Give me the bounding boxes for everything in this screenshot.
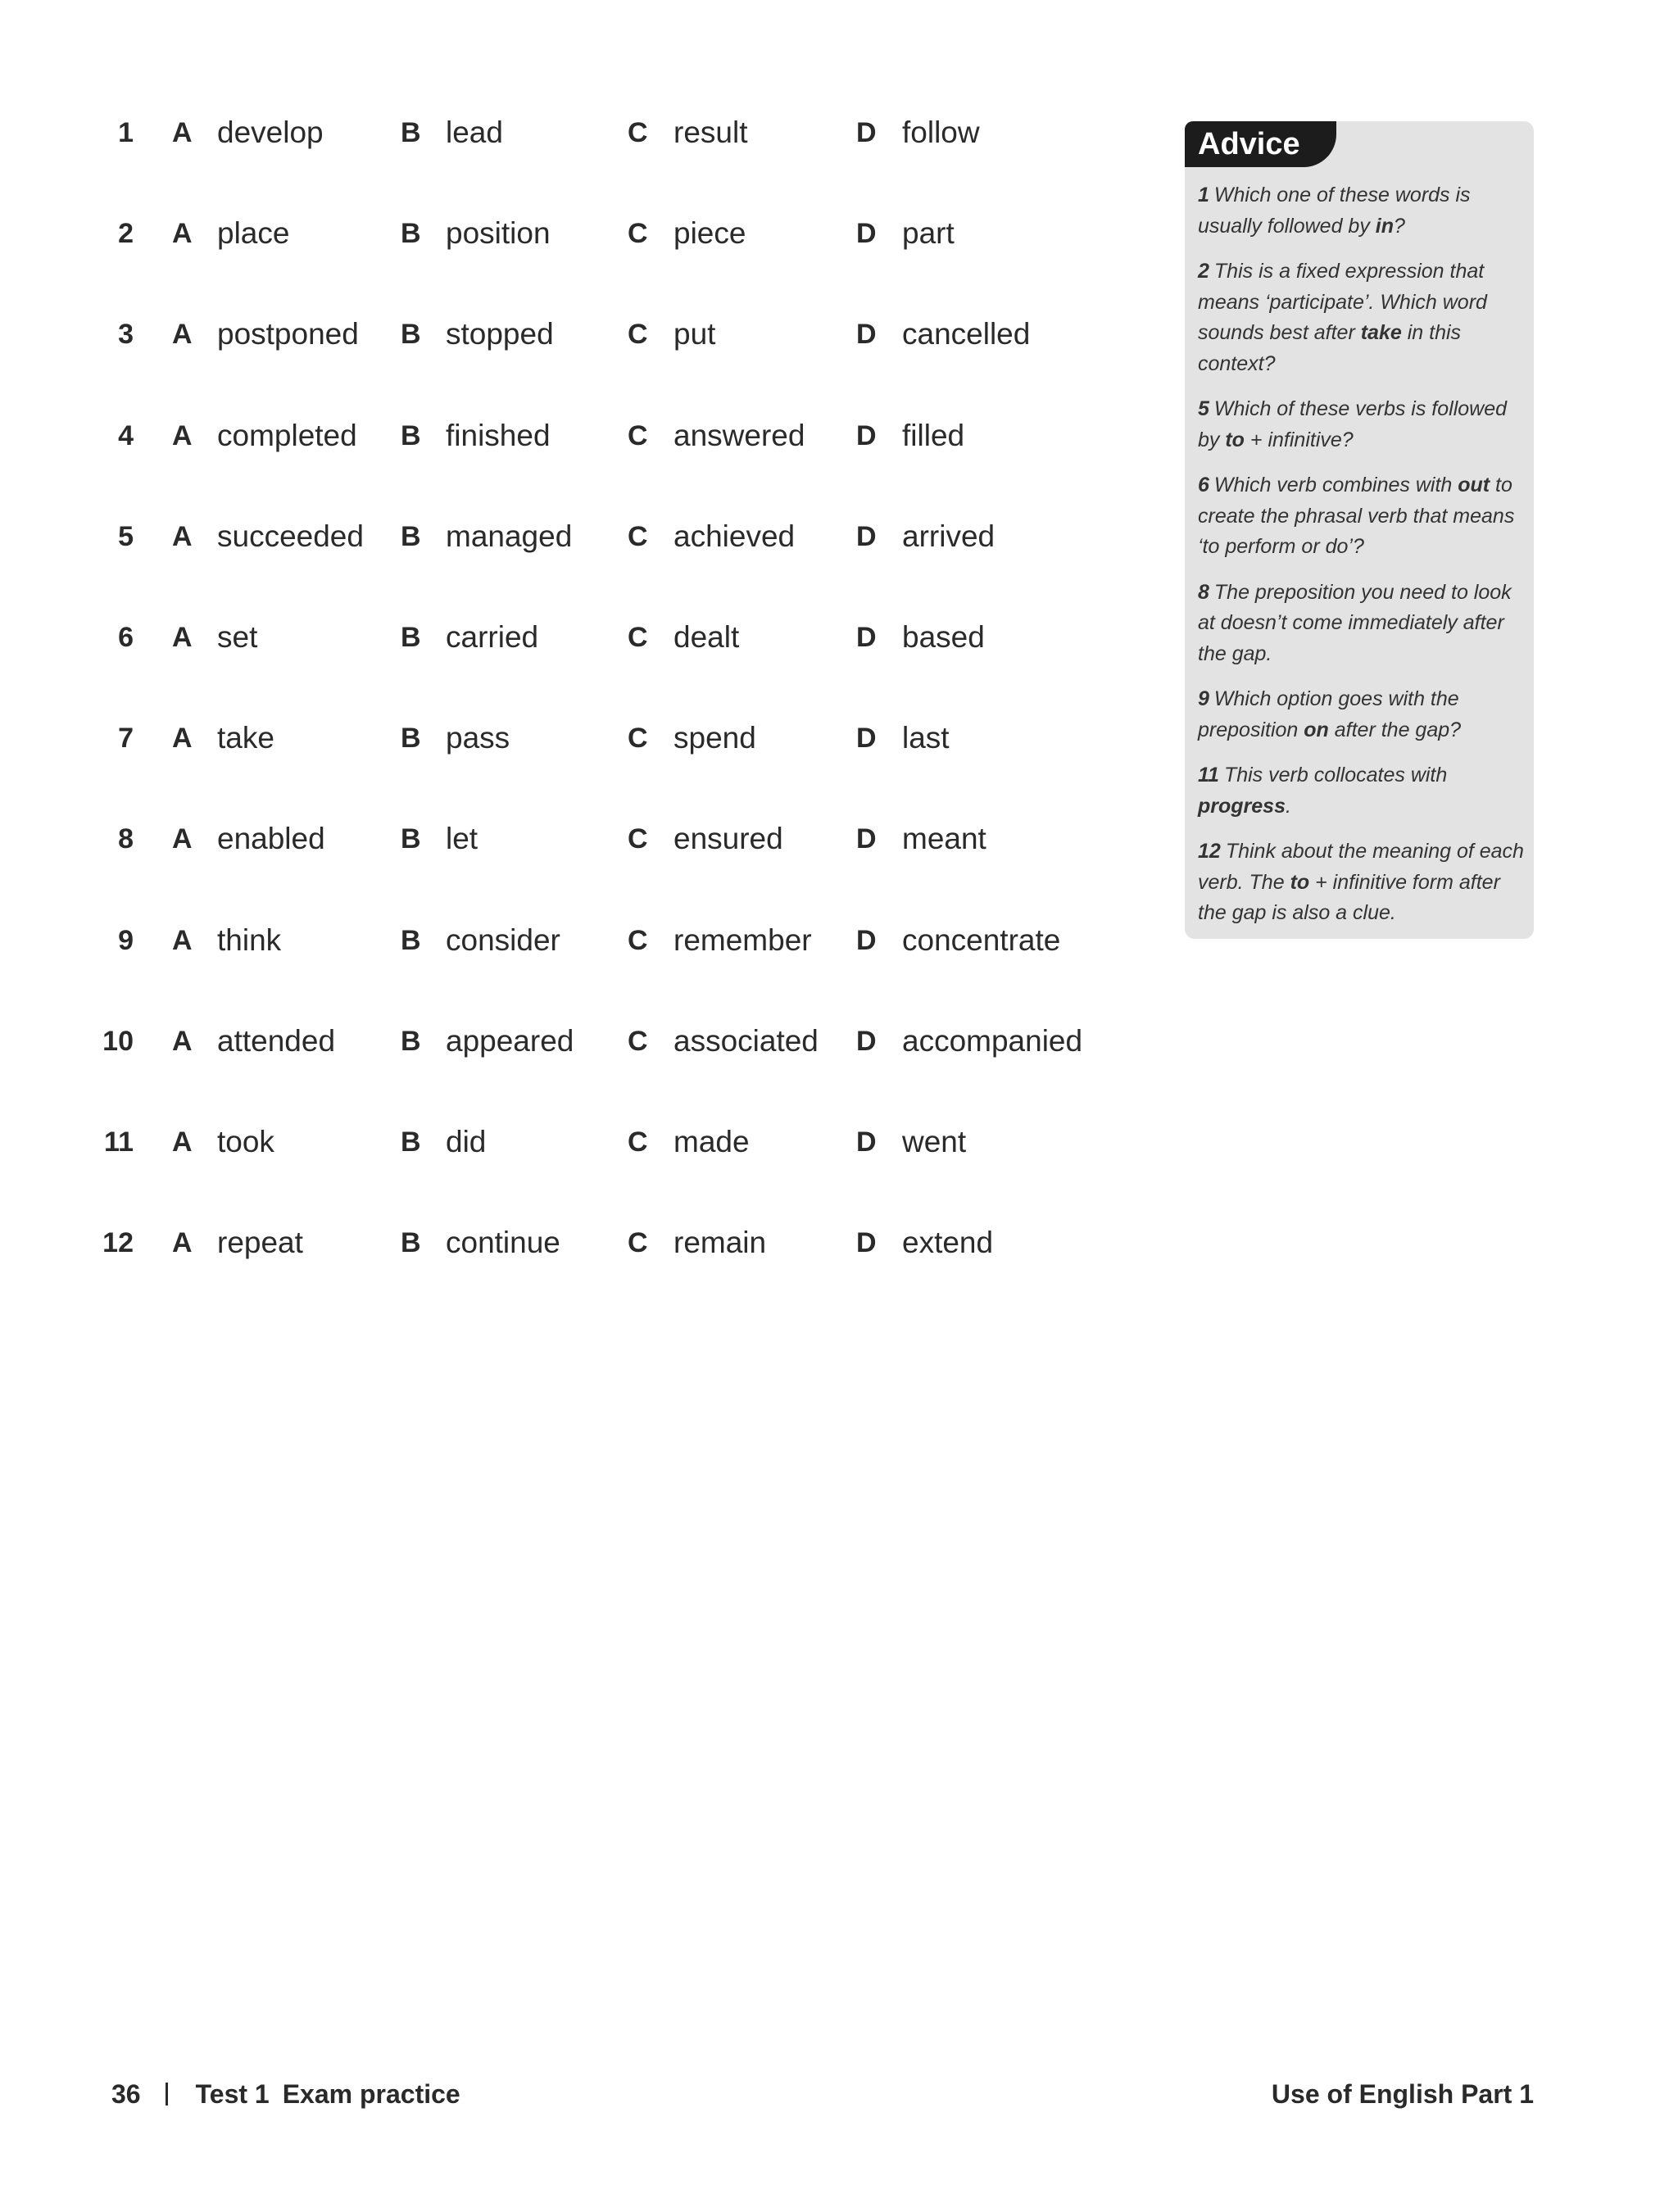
advice-text: Which one of these words is usually followed by bbox=[1198, 184, 1471, 238]
option-letter: A bbox=[172, 419, 193, 451]
option-letter: C bbox=[628, 1227, 648, 1259]
option-word: last bbox=[902, 721, 950, 755]
advice-item-number: 2 bbox=[1198, 260, 1209, 283]
advice-item bbox=[1198, 180, 1529, 242]
question-number: 8 bbox=[118, 823, 134, 855]
advice-text: Which option goes with the preposition bbox=[1198, 687, 1459, 741]
advice-item bbox=[1198, 470, 1529, 563]
option-word: think bbox=[217, 922, 282, 957]
option-letter: C bbox=[628, 520, 648, 552]
option-word: result bbox=[673, 116, 748, 149]
option-word: position bbox=[446, 216, 551, 251]
option-word: continue bbox=[446, 1226, 560, 1260]
advice-text: Which verb combines with bbox=[1213, 474, 1458, 496]
option-word: took bbox=[217, 1125, 274, 1158]
footer-divider bbox=[166, 2083, 168, 2105]
option-letter: A bbox=[172, 218, 193, 250]
question-row bbox=[0, 310, 1147, 359]
advice-text: ? bbox=[1394, 214, 1405, 238]
option-letter: D bbox=[856, 117, 877, 148]
option-letter: A bbox=[172, 823, 193, 855]
advice-item-number: 6 bbox=[1198, 474, 1209, 496]
question-row bbox=[0, 1017, 1147, 1066]
footer-right-label: Use of English Part 1 bbox=[1271, 2079, 1534, 2109]
advice-item-number: 12 bbox=[1198, 840, 1221, 863]
option-letter: D bbox=[856, 419, 877, 451]
advice-keyword: on bbox=[1304, 718, 1329, 741]
option-letter: B bbox=[401, 319, 421, 351]
option-word: remember bbox=[673, 922, 812, 957]
advice-text: after the gap? bbox=[1328, 718, 1462, 741]
advice-item-number: 11 bbox=[1198, 764, 1219, 786]
option-letter: A bbox=[172, 924, 193, 956]
advice-text: The preposition you need to look at doesn’t come immediately after the gap. bbox=[1198, 580, 1512, 665]
advice-keyword: to bbox=[1225, 428, 1245, 451]
question-number: 4 bbox=[118, 419, 134, 451]
option-word: went bbox=[902, 1125, 967, 1158]
option-word: did bbox=[446, 1125, 487, 1158]
advice-title: Advice bbox=[1185, 121, 1336, 167]
option-letter: D bbox=[856, 723, 877, 755]
question-number: 3 bbox=[118, 319, 134, 351]
option-word: meant bbox=[902, 822, 986, 856]
option-word: arrived bbox=[902, 519, 995, 553]
option-letter: D bbox=[856, 1227, 877, 1259]
advice-list bbox=[1198, 180, 1529, 944]
option-word: let bbox=[446, 822, 478, 856]
option-word: succeeded bbox=[217, 519, 364, 553]
advice-box bbox=[1185, 121, 1534, 939]
option-letter: C bbox=[628, 1126, 648, 1158]
option-letter: D bbox=[856, 218, 877, 250]
question-number: 9 bbox=[118, 924, 134, 956]
option-word: lead bbox=[446, 116, 503, 149]
advice-item bbox=[1198, 394, 1529, 456]
option-letter: C bbox=[628, 823, 648, 855]
advice-text: to create the phrasal verb that means ‘to perform or do’? bbox=[1198, 474, 1515, 558]
option-word: put bbox=[673, 317, 716, 351]
footer-test-label: Test 1 bbox=[195, 2079, 270, 2109]
question-number: 10 bbox=[102, 1025, 134, 1057]
advice-item bbox=[1198, 760, 1529, 822]
option-letter: A bbox=[172, 117, 193, 148]
question-row bbox=[0, 1218, 1147, 1267]
option-word: postponed bbox=[217, 317, 359, 351]
option-word: place bbox=[217, 216, 290, 251]
advice-text: . bbox=[1285, 794, 1291, 818]
option-word: completed bbox=[217, 418, 357, 452]
advice-text: + infinitive? bbox=[1244, 428, 1354, 451]
advice-keyword: in bbox=[1375, 214, 1395, 238]
option-letter: C bbox=[628, 1025, 648, 1057]
option-word: enabled bbox=[217, 822, 325, 856]
question-row bbox=[0, 714, 1147, 763]
option-word: filled bbox=[902, 418, 965, 452]
option-letter: C bbox=[628, 419, 648, 451]
question-row bbox=[0, 512, 1147, 561]
option-letter: D bbox=[856, 823, 877, 855]
option-word: take bbox=[217, 721, 274, 755]
option-letter: C bbox=[628, 924, 648, 956]
option-letter: A bbox=[172, 1126, 193, 1158]
option-letter: D bbox=[856, 520, 877, 552]
advice-text: + infinitive form after the gap is also a clue. bbox=[1198, 870, 1500, 924]
question-number: 2 bbox=[118, 218, 134, 250]
option-word: set bbox=[217, 620, 258, 654]
option-letter: D bbox=[856, 1025, 877, 1057]
option-word: extend bbox=[902, 1226, 994, 1260]
question-row bbox=[0, 916, 1147, 965]
option-word: managed bbox=[446, 519, 573, 553]
option-letter: C bbox=[628, 319, 648, 351]
option-word: ensured bbox=[673, 822, 783, 856]
question-row bbox=[0, 209, 1147, 258]
option-word: finished bbox=[446, 418, 551, 452]
option-word: dealt bbox=[673, 620, 740, 654]
question-row bbox=[0, 411, 1147, 460]
option-letter: D bbox=[856, 1126, 877, 1158]
advice-item bbox=[1198, 256, 1529, 379]
option-letter: A bbox=[172, 622, 193, 653]
option-word: accompanied bbox=[902, 1023, 1083, 1058]
option-word: attended bbox=[217, 1023, 336, 1058]
option-letter: A bbox=[172, 723, 193, 755]
question-number: 7 bbox=[118, 723, 134, 755]
question-row bbox=[0, 1117, 1147, 1167]
question-number: 6 bbox=[118, 622, 134, 653]
page-number: 36 bbox=[111, 2079, 141, 2109]
option-word: concentrate bbox=[902, 922, 1061, 957]
footer-section-label: Exam practice bbox=[282, 2079, 460, 2109]
option-letter: B bbox=[401, 723, 421, 755]
question-row bbox=[0, 613, 1147, 662]
advice-text: Which of these verbs is followed by bbox=[1198, 397, 1508, 451]
option-letter: B bbox=[401, 622, 421, 653]
option-letter: D bbox=[856, 924, 877, 956]
option-letter: D bbox=[856, 319, 877, 351]
option-word: appeared bbox=[446, 1023, 574, 1058]
advice-item bbox=[1198, 578, 1529, 670]
option-word: develop bbox=[217, 116, 324, 149]
option-letter: A bbox=[172, 520, 193, 552]
option-letter: B bbox=[401, 924, 421, 956]
advice-item-number: 8 bbox=[1198, 580, 1209, 604]
option-word: piece bbox=[673, 216, 746, 251]
option-letter: A bbox=[172, 1227, 193, 1259]
advice-keyword: progress bbox=[1198, 794, 1286, 818]
option-word: stopped bbox=[446, 317, 554, 351]
option-letter: A bbox=[172, 1025, 193, 1057]
question-number: 1 bbox=[118, 117, 134, 148]
advice-item bbox=[1198, 836, 1529, 929]
option-letter: B bbox=[401, 419, 421, 451]
advice-keyword: to bbox=[1290, 870, 1310, 894]
option-word: spend bbox=[673, 721, 756, 755]
option-word: made bbox=[673, 1125, 750, 1158]
advice-keyword: out bbox=[1458, 474, 1490, 496]
option-letter: B bbox=[401, 1227, 421, 1259]
option-letter: D bbox=[856, 622, 877, 653]
question-number: 11 bbox=[104, 1126, 134, 1158]
option-word: repeat bbox=[217, 1226, 303, 1260]
advice-keyword: take bbox=[1360, 321, 1402, 344]
option-letter: B bbox=[401, 520, 421, 552]
question-number: 12 bbox=[102, 1227, 134, 1259]
option-word: answered bbox=[673, 418, 805, 452]
question-number: 5 bbox=[118, 520, 134, 552]
option-letter: B bbox=[401, 823, 421, 855]
advice-item-number: 9 bbox=[1198, 687, 1209, 710]
option-word: based bbox=[902, 620, 985, 654]
question-row bbox=[0, 108, 1147, 157]
advice-text: in this context? bbox=[1198, 321, 1462, 375]
advice-item bbox=[1198, 684, 1529, 746]
option-letter: B bbox=[401, 117, 421, 148]
option-letter: B bbox=[401, 1025, 421, 1057]
option-word: consider bbox=[446, 922, 560, 957]
option-letter: C bbox=[628, 622, 648, 653]
advice-text: Think about the meaning of each verb. The bbox=[1198, 840, 1524, 894]
option-letter: A bbox=[172, 319, 193, 351]
option-letter: C bbox=[628, 723, 648, 755]
option-word: follow bbox=[902, 116, 980, 149]
option-word: carried bbox=[446, 620, 539, 654]
advice-text: This is a fixed expression that means ‘participate’. Which word sounds best after bbox=[1198, 260, 1487, 344]
footer-left bbox=[111, 2078, 460, 2110]
option-word: associated bbox=[673, 1023, 819, 1058]
option-word: part bbox=[902, 216, 955, 251]
advice-text: This verb collocates with bbox=[1223, 764, 1448, 786]
option-word: achieved bbox=[673, 519, 796, 553]
option-word: remain bbox=[673, 1226, 767, 1260]
option-letter: B bbox=[401, 1126, 421, 1158]
option-word: pass bbox=[446, 721, 510, 755]
option-letter: C bbox=[628, 218, 648, 250]
option-word: cancelled bbox=[902, 317, 1031, 351]
advice-item-number: 5 bbox=[1198, 397, 1209, 420]
option-letter: C bbox=[628, 117, 648, 148]
option-letter: B bbox=[401, 218, 421, 250]
question-row bbox=[0, 814, 1147, 863]
advice-item-number: 1 bbox=[1198, 184, 1209, 206]
